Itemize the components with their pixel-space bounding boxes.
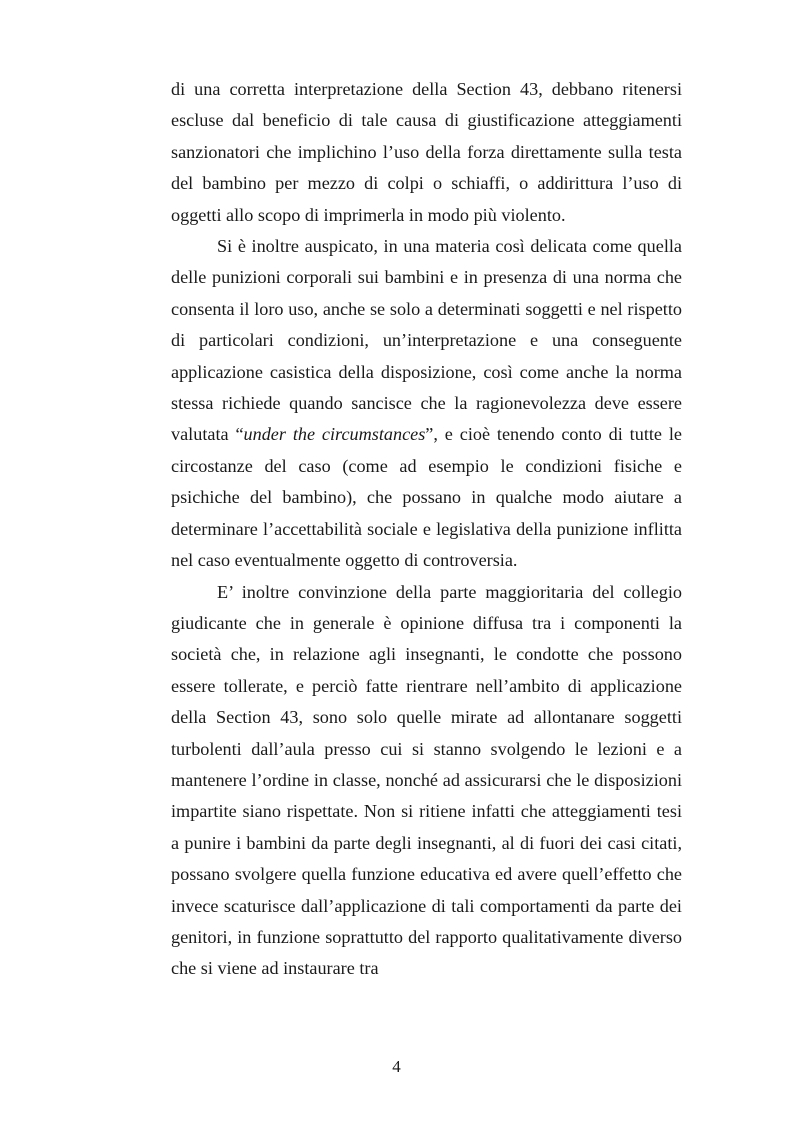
paragraph-1: di una corretta interpretazione della Section 43, debbano ritenersi escluse dal beneficio di tale causa di giustificazione atteggiamenti sanzionatori che implichino l’uso della forza direttamente sulla testa del bambino per mezzo di colpi o schiaffi, o addirittura l’uso di oggetti allo scopo di imprimerla in modo più violento. xyxy=(171,79,682,225)
page-number: 4 xyxy=(392,1057,401,1076)
body-text xyxy=(171,74,682,985)
paragraph-2-emphasis: under the circumstances xyxy=(243,424,426,445)
paragraph-2 xyxy=(171,231,682,576)
paragraph-3: E’ inoltre convinzione della parte maggioritaria del collegio giudicante che in generale è opinione diffusa tra i componenti la società che, in relazione agli insegnanti, le condotte che possono essere tollerate, e perciò fatte rientrare nell’ambito di applicazione della Section 43, sono solo quelle mirate ad allontanare soggetti turbolenti dall’aula presso cui si stanno svolgendo le lezioni e a mantenere l’ordine in classe, nonché ad assicurarsi che le disposizioni impartite siano rispettate. Non si ritiene infatti che atteggiamenti tesi a punire i bambini da parte degli insegnanti, al di fuori dei casi citati, possano svolgere quella funzione educativa ed avere quell’effetto che invece scaturisce dall’applicazione di tali comportamenti da parte dei genitori, in funzione soprattutto del rapporto qualitativamente diverso che si viene ad instaurare tra xyxy=(171,581,682,979)
paragraph-2-text-start: Si è inoltre auspicato, in una materia così delicata come quella delle punizioni corporali sui bambini e in presenza di una norma che consenta il loro uso, anche se solo a determinati soggetti e nel rispetto di particolari condizioni, un’interpretazione e una conseguente applicazione casistica della disposizione, così come anche la norma stessa richiede quando sancisce che la ragionevolezza deve essere valutata “ xyxy=(171,236,682,445)
paragraph-2-text-end: ”, e cioè tenendo conto di tutte le circostanze del caso (come ad esempio le condizioni fisiche e psichiche del bambino), che possano in qualche modo aiutare a determinare l’accettabilità sociale e legislativa della punizione inflitta nel caso eventualmente oggetto di controversia. xyxy=(171,424,682,571)
